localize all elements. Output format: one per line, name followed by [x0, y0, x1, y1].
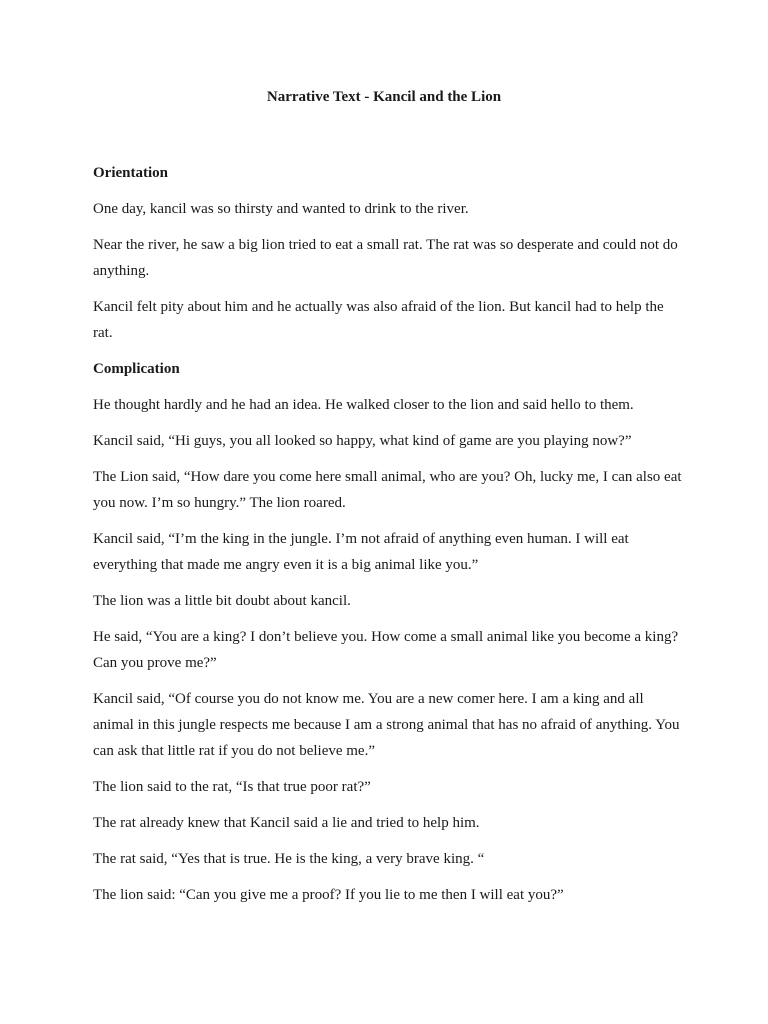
- paragraph: Kancil said, “Of course you do not know me. You are a new comer here. I am a king and all animal in this jungle respects me because I am a strong animal that has no afraid of anything. You can ask that little rat if you do not believe me.”: [93, 691, 680, 759]
- paragraph: The rat said, “Yes that is true. He is the king, a very brave king. “: [93, 851, 485, 867]
- paragraph: Kancil said, “I’m the king in the jungle. I’m not afraid of anything even human. I will eat everything that made me angry even it is a big animal like you.”: [93, 531, 629, 573]
- paragraph: Near the river, he saw a big lion tried to eat a small rat. The rat was so desperate and could not do anything.: [93, 237, 678, 279]
- paragraph: He said, “You are a king? I don’t believe you. How come a small animal like you become a king? Can you prove me?”: [93, 629, 679, 671]
- paragraph: The rat already knew that Kancil said a lie and tried to help him.: [93, 815, 480, 831]
- document-body: [93, 160, 683, 918]
- paragraph: He thought hardly and he had an idea. He walked closer to the lion and said hello to them.: [93, 397, 634, 413]
- paragraph: One day, kancil was so thirsty and wanted to drink to the river.: [93, 201, 469, 217]
- document-title: Narrative Text - Kancil and the Lion: [266, 89, 502, 105]
- paragraph: The lion was a little bit doubt about kancil.: [93, 593, 351, 609]
- paragraph: The lion said: “Can you give me a proof? If you lie to me then I will eat you?”: [93, 887, 564, 903]
- section-heading-complication: Complication: [93, 361, 180, 377]
- paragraph: Kancil said, “Hi guys, you all looked so happy, what kind of game are you playing now?”: [93, 433, 632, 449]
- paragraph: Kancil felt pity about him and he actually was also afraid of the lion. But kancil had to help the rat.: [93, 299, 664, 341]
- paragraph: The lion said to the rat, “Is that true poor rat?”: [93, 779, 371, 795]
- section-heading-orientation: Orientation: [93, 165, 168, 181]
- paragraph: The Lion said, “How dare you come here small animal, who are you? Oh, lucky me, I can also eat you now. I’m so hungry.” The lion roared.: [93, 469, 682, 511]
